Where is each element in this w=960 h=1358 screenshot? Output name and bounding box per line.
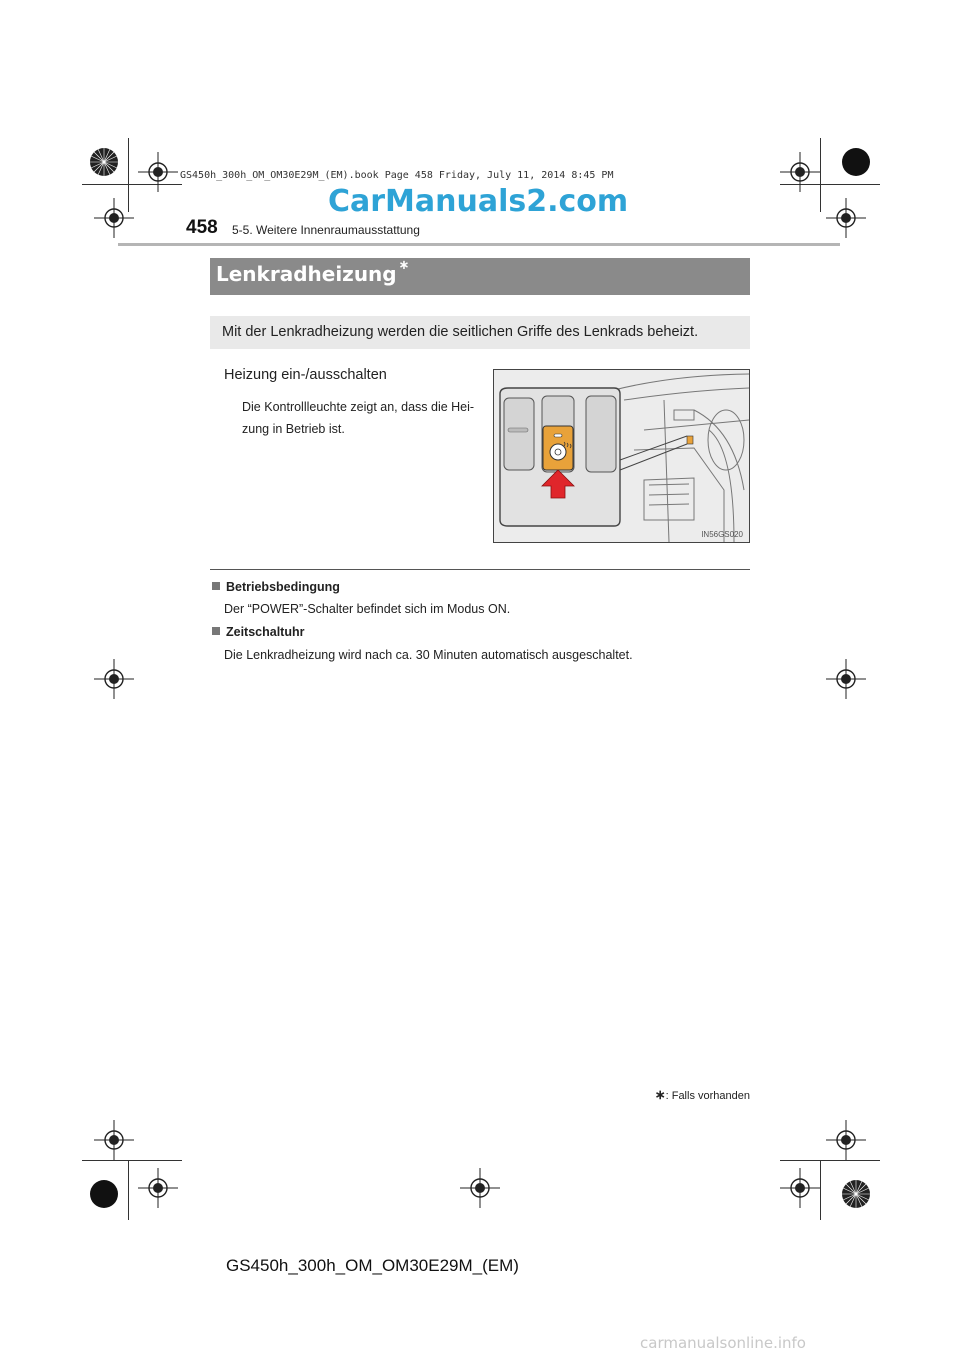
book-stamp: GS450h_300h_OM_OM30E29M_(EM).book Page 458 Friday, July 11, 2014 8:45 PM [180, 170, 614, 181]
crosshair-mark-icon [94, 198, 134, 238]
crosshair-mark-icon [138, 1168, 178, 1208]
registration-starburst-icon [841, 1179, 871, 1209]
dashboard-illustration [494, 370, 749, 542]
crosshair-mark-icon [780, 1168, 820, 1208]
crop-line [128, 1160, 129, 1220]
site-brand: carmanualsonline.info [640, 1334, 806, 1352]
note-heading-text: Zeitschaltuhr [226, 625, 305, 639]
footnote-marker: ∗ [654, 1087, 666, 1102]
note-body: Die Lenkradheizung wird nach ca. 30 Minuten automatisch ausgeschaltet. [224, 648, 633, 662]
crop-line [780, 1160, 880, 1161]
note-heading [212, 580, 340, 594]
section-title [216, 258, 410, 286]
intro-text: Mit der Lenkradheizung werden die seitlichen Griffe des Lenkrads beheizt. [222, 324, 699, 340]
section-title-text: Lenkradheizung [216, 262, 397, 286]
crosshair-mark-icon [826, 1120, 866, 1160]
note-body: Der “POWER”-Schalter befindet sich im Modus ON. [224, 602, 511, 616]
crop-line [820, 1160, 821, 1220]
steering-wheel-heater-icon [550, 444, 566, 460]
divider [210, 569, 750, 570]
crosshair-mark-icon [460, 1168, 500, 1208]
note-heading-text: Betriebsbedingung [226, 580, 340, 594]
crop-line [82, 1160, 182, 1161]
step-description-line: Die Kontrollleuchte zeigt an, dass die Hei- [242, 400, 475, 414]
optional-marker: ∗ [398, 258, 410, 273]
figure-id: IN56GS020 [701, 530, 743, 539]
crosshair-mark-icon [94, 659, 134, 699]
crosshair-mark-icon [826, 659, 866, 699]
switch-illustration [493, 369, 750, 543]
step-label: Heizung ein-/ausschalten [224, 367, 387, 383]
step-description-line: zung in Betrieb ist. [242, 422, 345, 436]
manual-id: GS450h_300h_OM_OM30E29M_(EM) [226, 1256, 519, 1275]
note-heading [212, 625, 305, 639]
footnote [610, 1087, 750, 1103]
watermark: CarManuals2.com [328, 184, 629, 219]
crosshair-mark-icon [94, 1120, 134, 1160]
crosshair-mark-icon [826, 198, 866, 238]
section-label: 5-5. Weitere Innenraumausstattung [232, 223, 420, 237]
step-description [242, 396, 482, 440]
square-bullet-icon [212, 627, 220, 635]
registration-dot-icon [90, 1180, 118, 1208]
registration-dot-icon [842, 148, 870, 176]
header-rule [118, 243, 840, 246]
page-number: 458 [186, 217, 218, 238]
crosshair-mark-icon [780, 152, 820, 192]
crop-line [820, 138, 821, 212]
registration-starburst-icon [89, 147, 119, 177]
crosshair-mark-icon [138, 152, 178, 192]
square-bullet-icon [212, 582, 220, 590]
footnote-text: : Falls vorhanden [665, 1090, 750, 1102]
